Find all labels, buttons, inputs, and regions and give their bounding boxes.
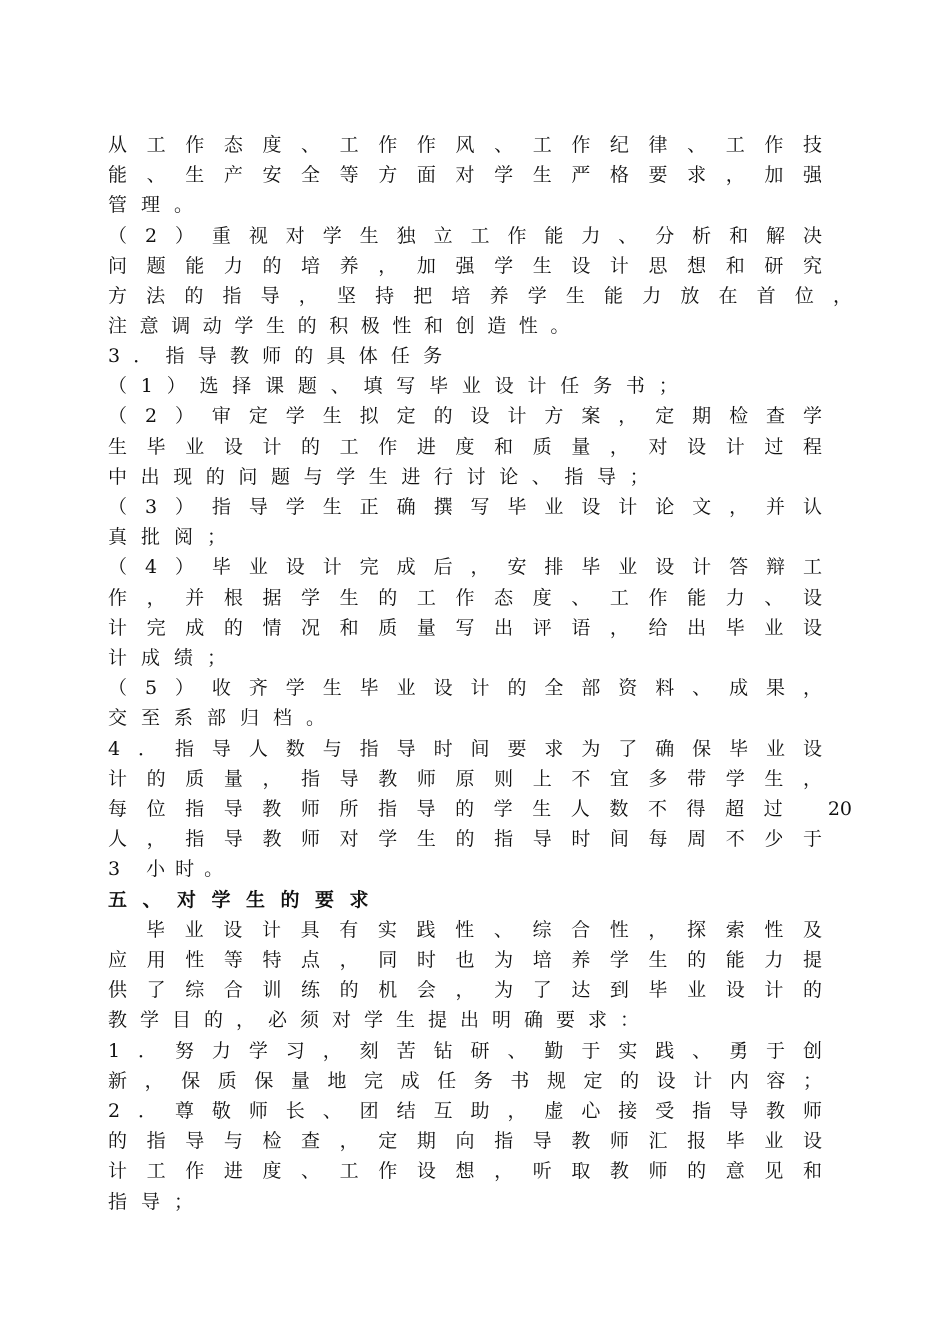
text-line: 计工作进度、工作设想，听取教师的意见和 [108,1160,822,1182]
text-line: 注意调动学生的积极性和创造性。 [108,315,583,337]
text-line: 应用性等特点，同时也为培养学生的能力提 [108,949,822,971]
text-line: 作，并根据学生的工作态度、工作能力、设 [108,587,822,609]
text-line: 指导； [108,1191,208,1213]
text-line: 1．努力学习，刻苦钻研、勤于实践、勇于创 [108,1040,822,1062]
text-line: （3）指导学生正确撰写毕业设计论文，并认 [108,496,822,518]
section-heading: 五、对学生的要求 [108,889,385,911]
text-line: 计完成的情况和质量写出评语，给出毕业设 [108,617,822,639]
text-line: 4．指导人数与指导时间要求为了确保毕业设 [108,738,822,760]
text-line: （5）收齐学生毕业设计的全部资料、成果， [108,677,822,699]
text-line: 交至系部归档。 [108,707,340,729]
text-line: 毕业设计具有实践性、综合性，探索性及 [146,919,822,941]
text-line: 能、生产安全等方面对学生严格要求，加强 [108,164,822,186]
text-line: 真批阅； [108,526,241,548]
text-line: （2）重视对学生独立工作能力、分析和解决 [108,225,822,247]
text-line: 问题能力的培养，加强学生设计思想和研究 [108,255,822,277]
text-line: 管理。 [108,194,208,216]
text-line: 人，指导教师对学生的指导时间每周不少于 [108,828,822,850]
text-line: 中出现的问题与学生进行讨论、指导； [108,466,663,488]
text-line: 方法的指导，坚持把培养学生能力放在首位， [108,285,852,307]
text-line: 的指导与检查，定期向指导教师汇报毕业设 [108,1130,822,1152]
text-line: （1）选择课题、填写毕业设计任务书； [108,375,692,397]
text-line: 计成绩； [108,647,241,669]
text-line: 供了综合训练的机会，为了达到毕业设计的 [108,979,822,1001]
text-line: 每位指导教师所指导的学生人数不得超过 20 [108,798,852,820]
text-line: 3 小时。 [108,858,234,880]
text-line: 计的质量，指导教师原则上不宜多带学生， [108,768,822,790]
text-line: （2）审定学生拟定的设计方案，定期检查学 [108,405,822,427]
section-heading: 3．指导教师的具体任务 [108,345,456,367]
text-line: 2．尊敬师长、团结互助，虚心接受指导教师 [108,1100,822,1122]
text-line: 教学目的，必须对学生提出明确要求： [108,1009,653,1031]
text-line: （4）毕业设计完成后，安排毕业设计答辩工 [108,556,822,578]
text-line: 生毕业设计的工作进度和质量，对设计过程 [108,436,822,458]
text-line: 新，保质保量地完成任务书规定的设计内容； [108,1070,822,1092]
text-line: 从工作态度、工作作风、工作纪律、工作技 [108,134,822,156]
